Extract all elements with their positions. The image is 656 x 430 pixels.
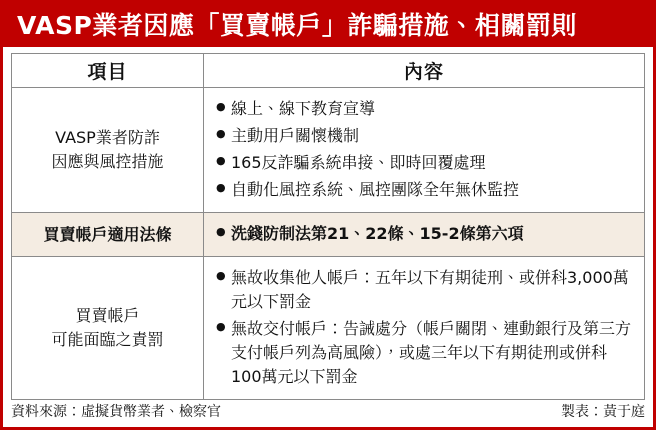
- row-label-line-1: VASP業者防詐: [55, 128, 160, 147]
- table-body: [12, 88, 645, 400]
- table-container: [3, 47, 653, 400]
- list-item: ● 自動化風控系統、風控團隊全年無休監控: [216, 178, 634, 202]
- table-header: [12, 54, 645, 88]
- table-header-row: [12, 54, 645, 88]
- row-content-penalties: [204, 257, 645, 400]
- row-content-measures: [204, 88, 645, 213]
- measures-table: [11, 53, 645, 400]
- table-row: [12, 257, 645, 400]
- table-row: [12, 213, 645, 257]
- list-item: ● 165反詐騙系統串接、即時回覆處理: [216, 151, 634, 175]
- bullet-list: [216, 222, 634, 246]
- footer: [11, 401, 645, 421]
- maker-note: 製表：黃于庭: [561, 404, 645, 420]
- row-label-line-2: 可能面臨之責罰: [51, 330, 164, 349]
- bullet-list: [216, 266, 634, 389]
- row-content-laws: [204, 213, 645, 257]
- table-row: [12, 88, 645, 213]
- column-header-item: 項目: [12, 54, 204, 88]
- list-item: ● 主動用戶關懷機制: [216, 124, 634, 148]
- source-note: 資料來源：虛擬貨幣業者、檢察官: [11, 404, 221, 420]
- list-item: ● 無故交付帳戶：告誡處分（帳戶關閉、連動銀行及第三方支付帳戶列為高風險），或處三年以下有期徒刑或併科100萬元以下罰金: [216, 317, 634, 389]
- list-item: ● 線上、線下教育宣導: [216, 97, 634, 121]
- row-label-line-2: 因應與風控措施: [51, 152, 164, 171]
- bullet-list: [216, 97, 634, 202]
- list-item: ● 洗錢防制法第21、22條、15-2條第六項: [216, 222, 634, 246]
- row-label-penalties: [12, 257, 204, 400]
- row-label-measures: [12, 88, 204, 213]
- row-label-line-1: 買賣帳戶: [75, 306, 140, 325]
- title-bar: [3, 3, 653, 47]
- column-header-content: 內容: [204, 54, 645, 88]
- row-label-laws: 買賣帳戶適用法條: [12, 213, 204, 257]
- list-item: ● 無故收集他人帳戶：五年以下有期徒刑、或併科3,000萬元以下罰金: [216, 266, 634, 314]
- page-title: VASP業者因應「買賣帳戶」詐騙措施、相關罰則: [17, 10, 577, 40]
